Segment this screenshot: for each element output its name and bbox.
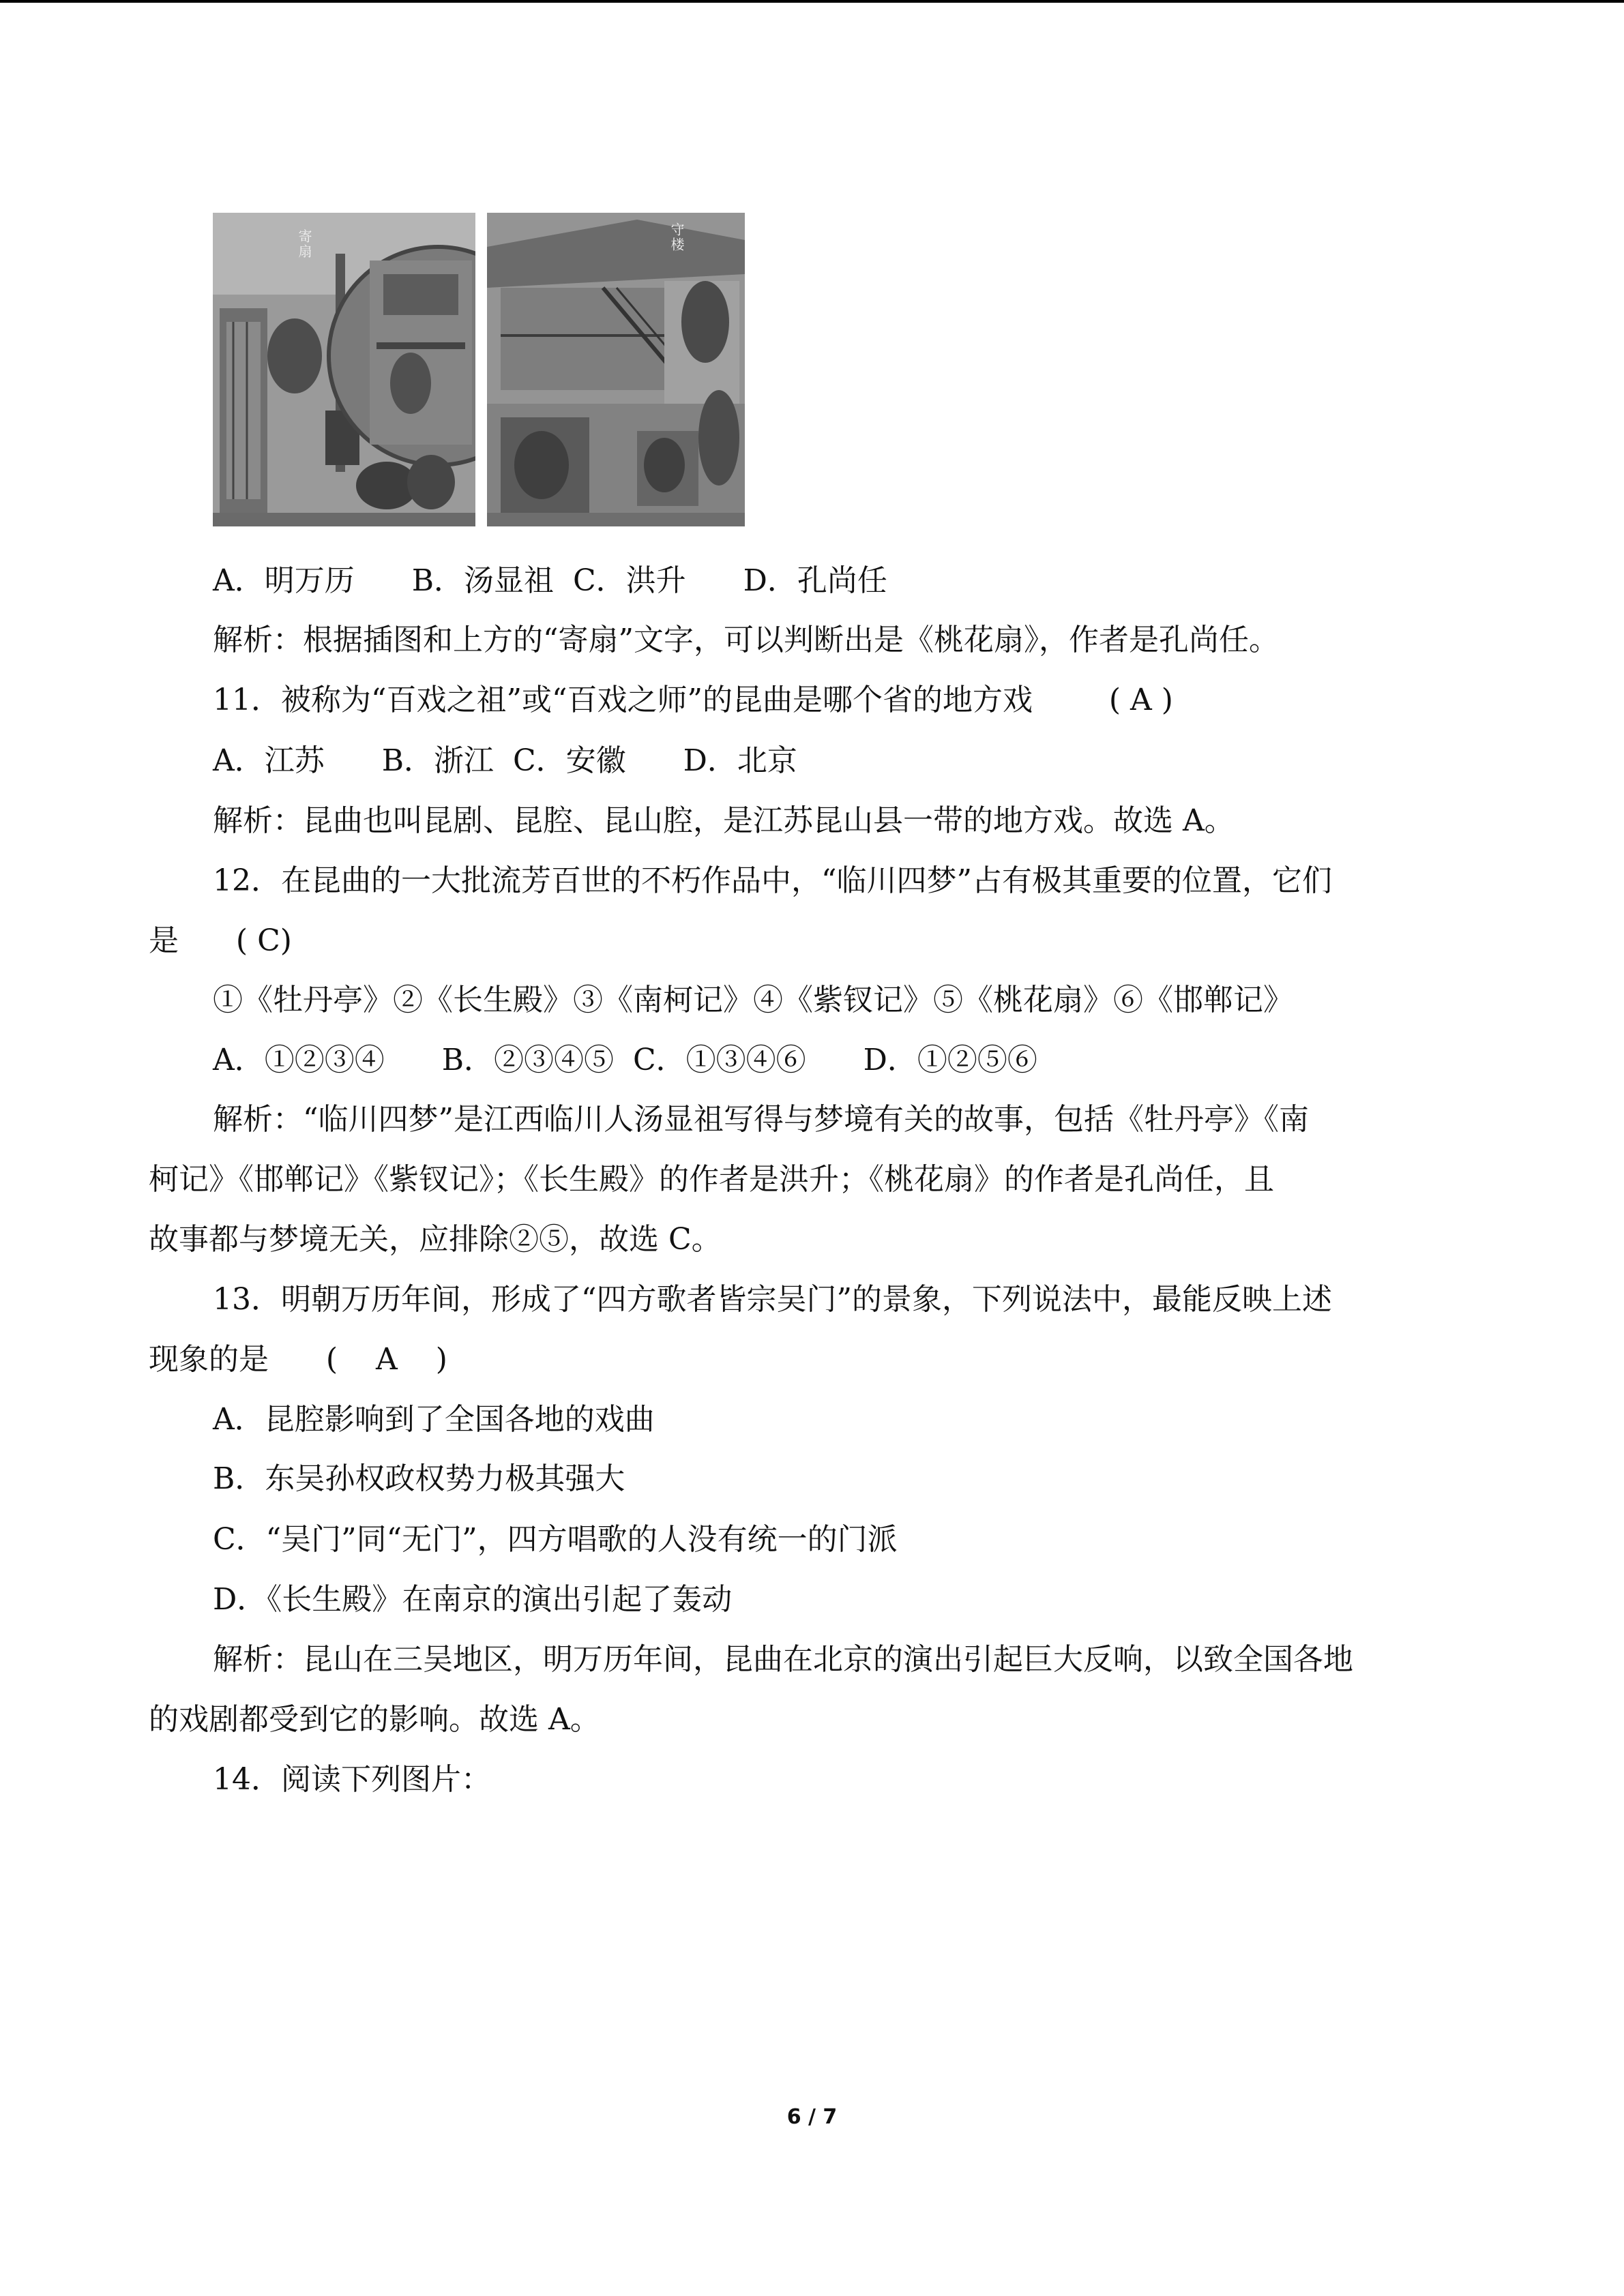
- q12-explanation-line3: 故事都与梦境无关，应排除②⑤，故选 C。: [149, 1222, 722, 1257]
- q12-explanation-line2: 柯记》《邯郸记》《紫钗记》；《长生殿》的作者是洪升；《桃花扇》的作者是孔尚任，且: [149, 1162, 1274, 1197]
- q11-options: A．江苏 B．浙江 C．安徽 D．北京: [213, 743, 797, 778]
- q13-option-d: D．《长生殿》在南京的演出引起了轰动: [213, 1582, 733, 1617]
- illustration-right-panel: [487, 213, 745, 526]
- left-panel-drawing: [213, 213, 475, 526]
- q14-question: 14．阅读下列图片：: [213, 1762, 491, 1797]
- left-panel-caption: 寄扇: [296, 229, 312, 259]
- q13-question-line2: 现象的是 ( A ): [149, 1342, 447, 1377]
- q10-options: A．明万历 B．汤显祖 C．洪升 D．孔尚任: [213, 563, 887, 598]
- q13-question-line1: 13．明朝万历年间，形成了“四方歌者皆宗吴门”的景象，下列说法中，最能反映上述: [213, 1282, 1332, 1317]
- q13-option-c: C．“吴门”同“无门”，四方唱歌的人没有统一的门派: [213, 1522, 898, 1557]
- right-panel-caption: 守楼: [668, 222, 685, 252]
- q11-question: 11．被称为“百戏之祖”或“百戏之师”的昆曲是哪个省的地方戏 ( A ): [213, 683, 1173, 717]
- q13-option-a: A．昆腔影响到了全国各地的戏曲: [213, 1402, 655, 1437]
- q12-question-line1: 12．在昆曲的一大批流芳百世的不朽作品中，“临川四梦”占有极其重要的位置，它们: [213, 863, 1332, 898]
- page-number: 6 / 7: [786, 2105, 838, 2129]
- q10-explanation: 解析：根据插图和上方的“寄扇”文字，可以判断出是《桃花扇》，作者是孔尚任。: [213, 623, 1279, 657]
- q12-question-line2: 是 ( C): [149, 923, 292, 958]
- q12-items: ①《牡丹亭》②《长生殿》③《南柯记》④《紫钗记》⑤《桃花扇》⑥《邯郸记》: [213, 983, 1293, 1017]
- q13-explanation-line2: 的戏剧都受到它的影响。故选 A。: [149, 1702, 600, 1737]
- q12-explanation-line1: 解析：“临川四梦”是江西临川人汤显祖写得与梦境有关的故事，包括《牡丹亭》《南: [213, 1102, 1309, 1137]
- q11-explanation: 解析：昆曲也叫昆剧、昆腔、昆山腔，是江苏昆山县一带的地方戏。故选 A。: [213, 803, 1235, 838]
- right-panel-drawing: [487, 213, 745, 526]
- illustration-left-panel: [213, 213, 475, 526]
- q13-option-b: B．东吴孙权政权势力极其强大: [213, 1461, 625, 1496]
- q12-options: A．①②③④ B．②③④⑤ C．①③④⑥ D．①②⑤⑥: [213, 1043, 1037, 1077]
- q13-explanation-line1: 解析：昆山在三吴地区，明万历年间，昆曲在北京的演出引起巨大反响，以致全国各地: [213, 1642, 1353, 1677]
- woodblock-illustration: [213, 213, 745, 526]
